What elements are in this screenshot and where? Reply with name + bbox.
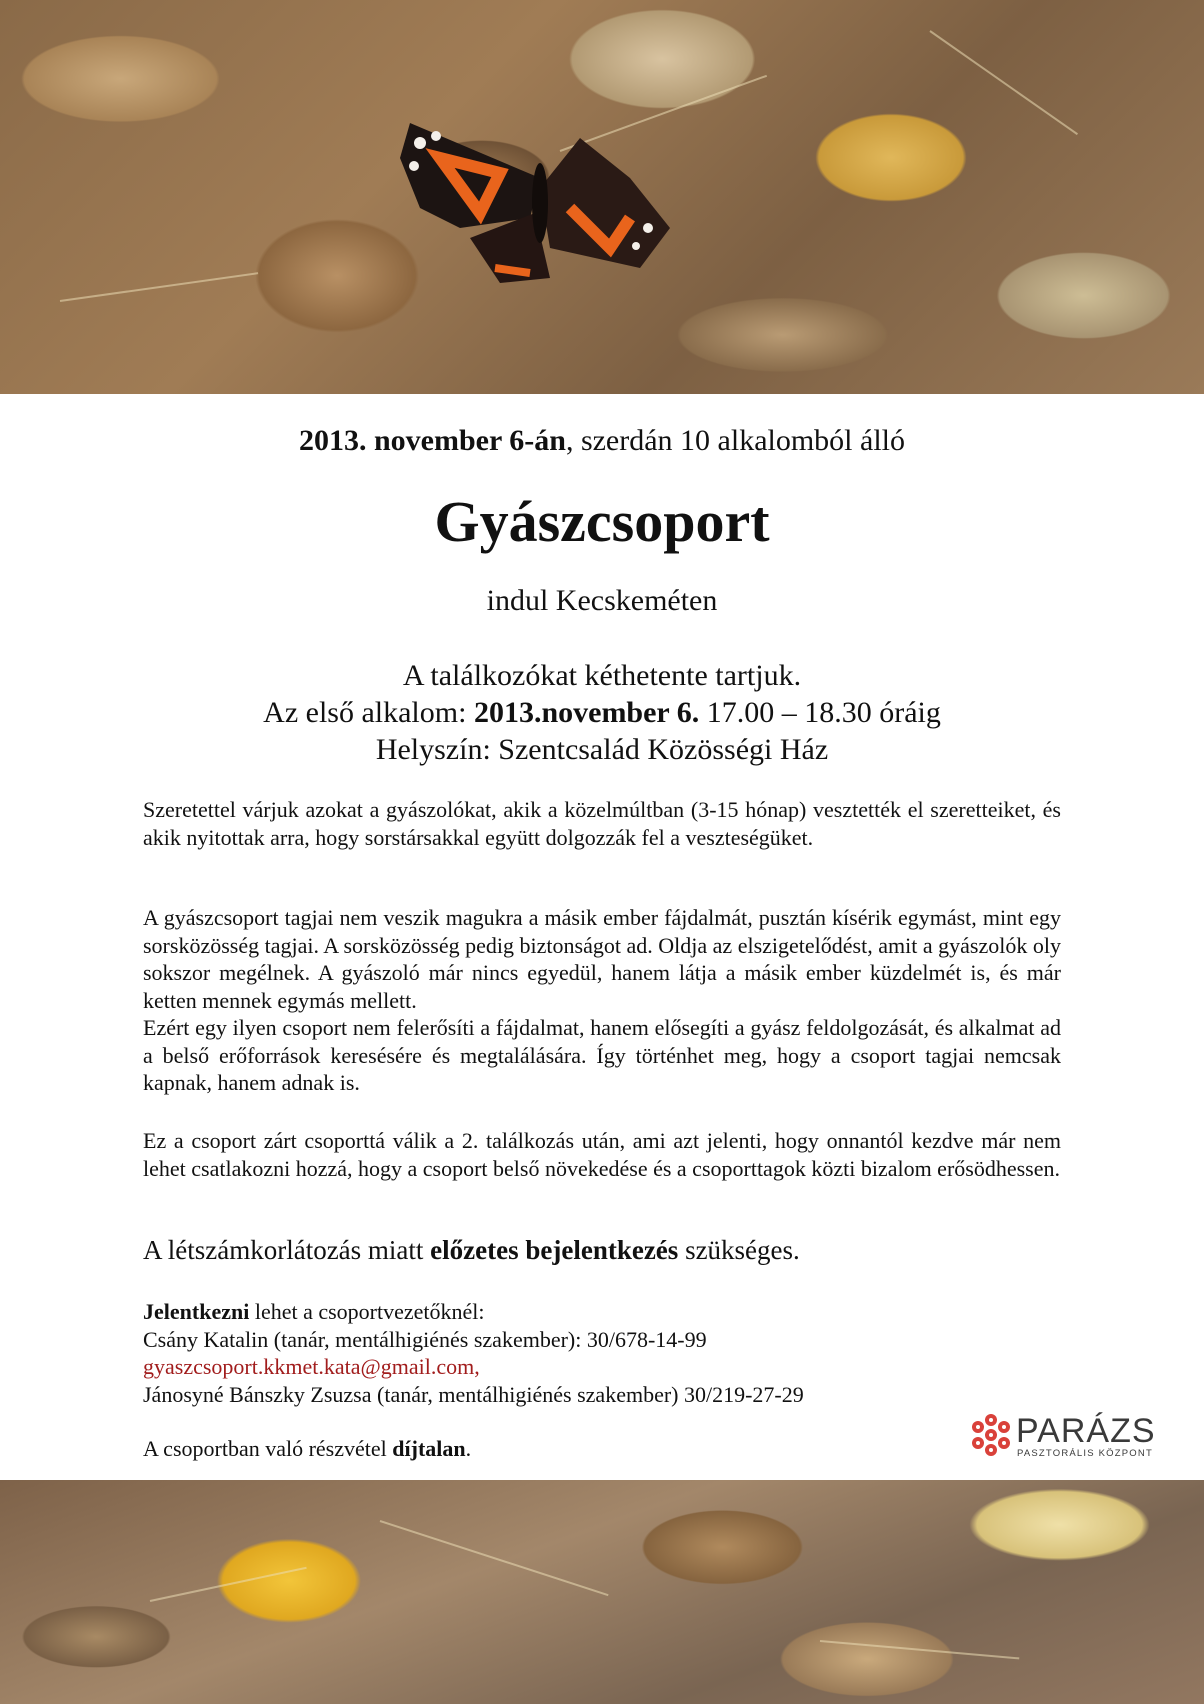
registration-note: [143, 1235, 800, 1266]
bottom-photo-autumn-leaves: [0, 1480, 1204, 1704]
registration-note-suffix: szükséges.: [678, 1235, 800, 1265]
event-date-detail: , szerdán 10 alkalomból álló: [565, 424, 906, 457]
contacts-block: [143, 1298, 804, 1408]
contacts-lead-rest: lehet a csoportvezetőknél:: [249, 1299, 485, 1324]
participation-bold: díjtalan: [392, 1436, 466, 1461]
paragraph-group-description-part1: A gyászcsoport tagjai nem veszik magukra a másik ember fájdalmát, pusztán kísérik egymást, mint egy sorsközösség tagjai. A sorsközösség pedig biztonságot ad. Oldja az elszigetelődést, amit a gyászolók oly sokszor megélnek. A gyászoló már nincs egyedül, hanem látja a másik ember küzdelmét is, és már ketten mennek egymás mellett.: [143, 905, 1061, 1013]
contact-2: Jánosyné Bánszky Zsuzsa (tanár, mentálhigiénés szakember) 30/219-27-29: [143, 1381, 804, 1407]
contact-email-link[interactable]: gyaszcsoport.kkmet.kata@gmail.com,: [143, 1354, 480, 1379]
leaf-stem: [150, 1567, 307, 1602]
contacts-lead: [143, 1298, 804, 1326]
participation-prefix: A csoportban való részvétel: [143, 1436, 393, 1461]
event-date: 2013. november 6-án: [298, 424, 566, 457]
logo-name: PARÁZS: [1016, 1412, 1156, 1450]
logo-tagline: PASZTORÁLIS KÖZPONT: [1017, 1448, 1153, 1459]
first-meeting-date: 2013.november 6.: [473, 696, 700, 729]
location-line: Helyszín: Szentcsalád Közösségi Ház: [375, 733, 829, 766]
first-meeting-line: [0, 694, 1204, 731]
schedule-block: [0, 657, 1204, 768]
leaf-stem: [60, 272, 258, 302]
first-meeting-time: 17.00 – 18.30 óráig: [699, 696, 941, 729]
leaf-stem: [380, 1520, 609, 1596]
event-date-line: [0, 424, 1204, 458]
subtitle: indul Kecskeméten: [486, 584, 718, 617]
registration-note-prefix: A létszámkorlátozás miatt: [143, 1235, 431, 1265]
paragraph-closed-group: Ez a csoport zárt csoporttá válik a 2. találkozás után, ami azt jelenti, hogy onnantól kezdve már nem lehet csatlakozni hozzá, hogy a csoport belső növekedése és a csoporttagok közti bizalom erősödhessen.: [143, 1128, 1061, 1181]
butterfly-illustration: [400, 118, 680, 293]
parazs-logo: [968, 1410, 1168, 1460]
paragraph-group-description-part2: Ezért egy ilyen csoport nem felerősíti a fájdalmat, hanem elősegíti a gyász feldolgozását, és alkalmat ad a belső erőforrások keresésére és megtalálására. Így történhet meg, hogy a csoport tagjai nemcsak kapnak, hanem adnak is.: [143, 1015, 1061, 1095]
meeting-frequency: A találkozókat kéthetente tartjuk.: [402, 659, 802, 692]
leaf-stem: [820, 1640, 1019, 1659]
first-meeting-label: Az első alkalom:: [263, 696, 474, 729]
participation-suffix: .: [465, 1436, 472, 1461]
top-photo-autumn-leaves-butterfly: [0, 0, 1204, 394]
page-title: Gyászcsoport: [434, 489, 770, 554]
contacts-lead-bold: Jelentkezni: [143, 1299, 250, 1324]
paragraph-group-description: [143, 904, 1061, 1097]
registration-note-bold: előzetes bejelentkezés: [430, 1235, 679, 1265]
leaf-stem: [929, 30, 1078, 135]
participation-note: [143, 1436, 471, 1462]
paragraph-invitation: Szeretettel várjuk azokat a gyászolókat, akik a közelmúltban (3-15 hónap) vesztették el szeretteiket, és akik nyitottak arra, hogy sorstársakkal együtt dolgozzák fel a veszteségüket.: [143, 797, 1061, 850]
contact-1: Csány Katalin (tanár, mentálhigiénés szakember): 30/678-14-99: [143, 1326, 707, 1352]
flame-rosette-icon: [968, 1412, 1014, 1458]
